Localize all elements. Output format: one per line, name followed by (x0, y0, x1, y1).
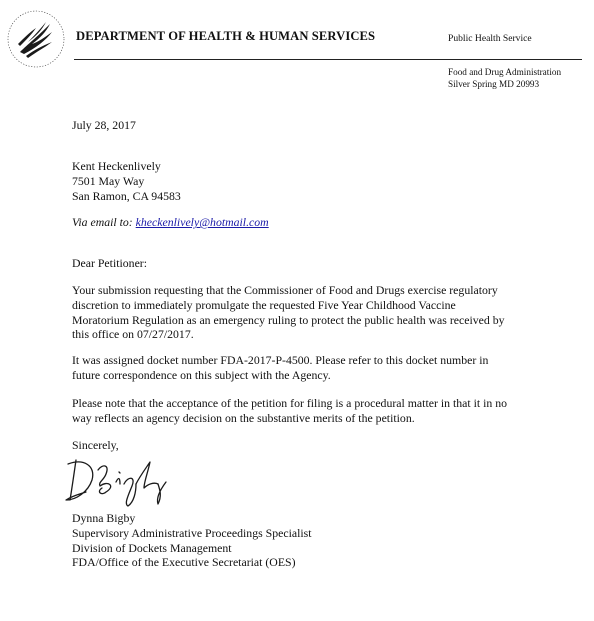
paragraph-acceptance (72, 396, 507, 426)
signer-title: Supervisory Administrative Proceedings Specialist (72, 525, 312, 540)
agency-line: Silver Spring MD 20993 (448, 79, 540, 89)
paragraph-submission (72, 283, 505, 342)
service-name: Public Health Service (448, 33, 532, 44)
letterhead-rule (74, 59, 582, 60)
paragraph-line: Your submission requesting that the Commissioner of Food and Drugs exercise regulatory (72, 283, 498, 297)
agency-line: Food and Drug Administration (448, 67, 562, 77)
agency-address (448, 66, 561, 90)
paragraph-line: this office on 07/27/2017. (72, 327, 194, 342)
signer-division: Division of Dockets Management (72, 540, 232, 555)
closing: Sincerely, (72, 438, 119, 452)
recipient-address (72, 159, 181, 203)
paragraph-line: discretion to immediately promulgate the requested Five Year Childhood Vaccine (72, 297, 456, 312)
paragraph-line: way reflects an agency decision on the substantive merits of the petition. (72, 410, 415, 425)
address-line: 7501 May Way (72, 173, 145, 188)
address-line: San Ramon, CA 94583 (72, 188, 181, 203)
paragraph-line: future correspondence on this subject with the Agency. (72, 367, 331, 382)
letter-date: July 28, 2017 (72, 118, 136, 132)
handwritten-signature (62, 452, 174, 508)
hhs-seal-logo (6, 8, 66, 70)
address-line: Kent Heckenlively (72, 159, 161, 173)
paragraph-docket (72, 353, 488, 383)
email-line (72, 215, 269, 230)
email-link[interactable]: kheckenlively@hotmail.com (135, 215, 269, 229)
via-email-label: Via email to: (72, 215, 133, 229)
signature-block (72, 511, 312, 570)
paragraph-line: It was assigned docket number FDA-2017-P-4500. Please refer to this docket number in (72, 353, 489, 367)
department-heading: DEPARTMENT OF HEALTH & HUMAN SERVICES (76, 29, 376, 43)
paragraph-line: Moratorium Regulation as an emergency ruling to protect the public health was received by (72, 312, 505, 327)
signer-name: Dynna Bigby (72, 511, 136, 525)
paragraph-line: Please note that the acceptance of the petition for filing is a procedural matter in that it in no (72, 396, 508, 410)
signer-office: FDA/Office of the Executive Secretariat (OES) (72, 555, 296, 570)
salutation: Dear Petitioner: (72, 256, 148, 270)
